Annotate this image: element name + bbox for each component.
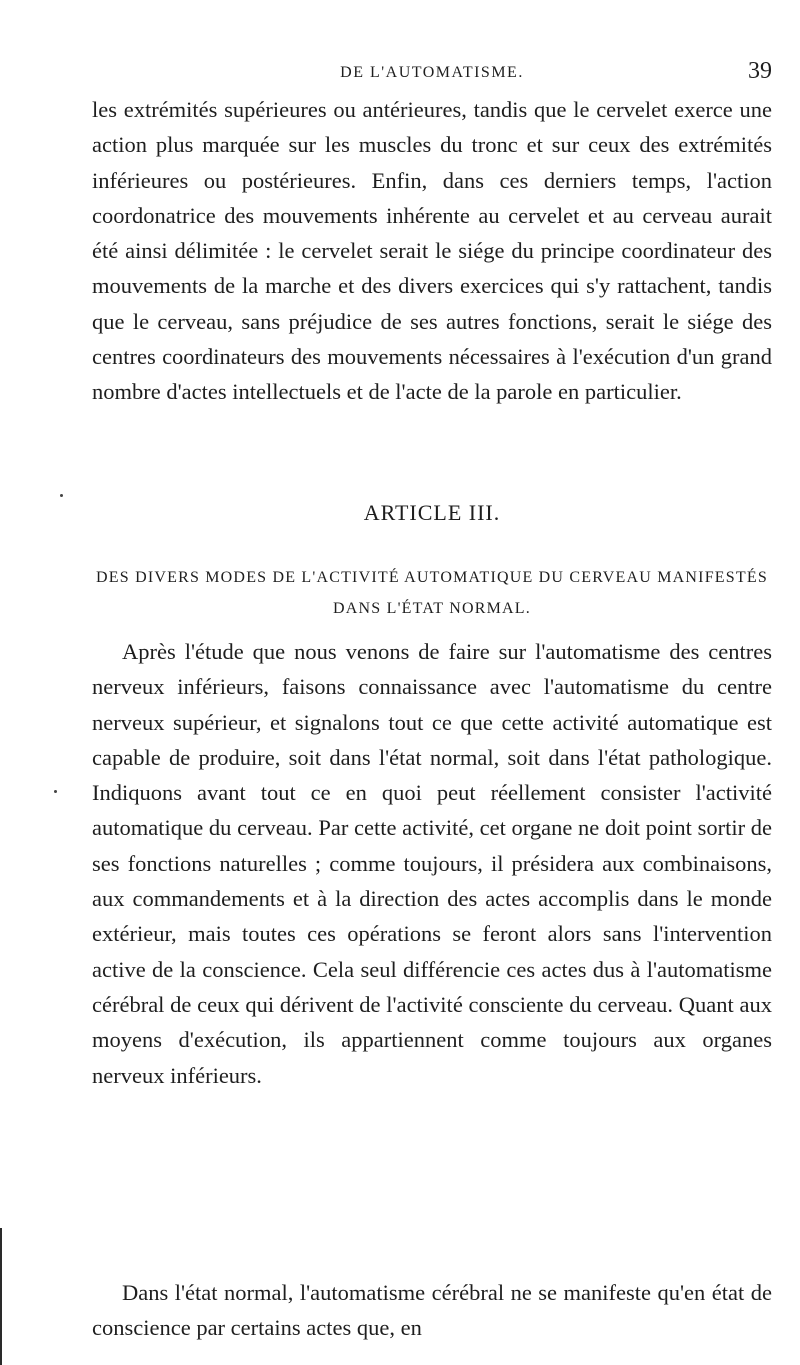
paragraph-article-intro: Après l'étude que nous venons de faire sur l'automatisme des centres nerveux inférieurs, faisons connaissance avec l'automatisme du centre nerveux supérieur, et signalons tout ce que cette activité automatique est capable de produire, soit dans l'état normal, soit dans l'état pathologique. Indiquons avant tout ce en quoi peut réellement consister l'activité automatique du cerveau. Par cette activité, cet organe ne doit point sortir de ses fonctions naturelles ; comme toujours, il présidera aux combinaisons, aux commandements et à la direction des actes accomplis dans le monde extérieur, mais toutes ces opérations se feront alors sans l'intervention active de la conscience. Cela seul différencie ces actes dus à l'automatisme cérébral de ceux qui dérivent de l'activité consciente du cerveau. Quant aux moyens d'exécution, ils appartiennent comme toujours aux organes nerveux inférieurs. <box>92 639 772 1088</box>
paragraph-continuation: les extrémités supérieures ou antérieures, tandis que le cervelet exerce une action plus marquée sur les muscles du tronc et sur ceux des extrémités inférieures ou postérieures. Enfin, dans ces derniers temps, l'action coordonatrice des mouvements inhérente au cervelet et au cerveau aurait été ainsi délimitée : le cervelet serait le siége du principe coordinateur des mouvements de la marche et des divers exercices qui s'y rattachent, tandis que le cerveau, sans préjudice de ses autres fonctions, serait le siége des centres coordinateurs des mouvements nécessaires à l'exécution d'un grand nombre d'actes intellectuels et de l'acte de la parole en particulier. <box>92 97 772 405</box>
running-head <box>92 58 772 88</box>
page-edge-line <box>0 1228 2 1365</box>
running-title: DE L'AUTOMATISME. <box>340 64 524 81</box>
print-speck <box>54 790 57 793</box>
paragraph-normal-state: Dans l'état normal, l'automatisme cérébral ne se manifeste qu'en état de conscience par certains actes que, en <box>92 1280 772 1341</box>
article-subtitle: DES DIVERS MODES DE L'ACTIVITÉ AUTOMATIQUE DU CERVEAU MANIFESTÉS DANS L'ÉTAT NORMAL. <box>96 569 768 617</box>
article-heading: ARTICLE III. <box>363 500 501 525</box>
print-speck <box>60 494 63 497</box>
page-number: 39 <box>748 58 772 84</box>
